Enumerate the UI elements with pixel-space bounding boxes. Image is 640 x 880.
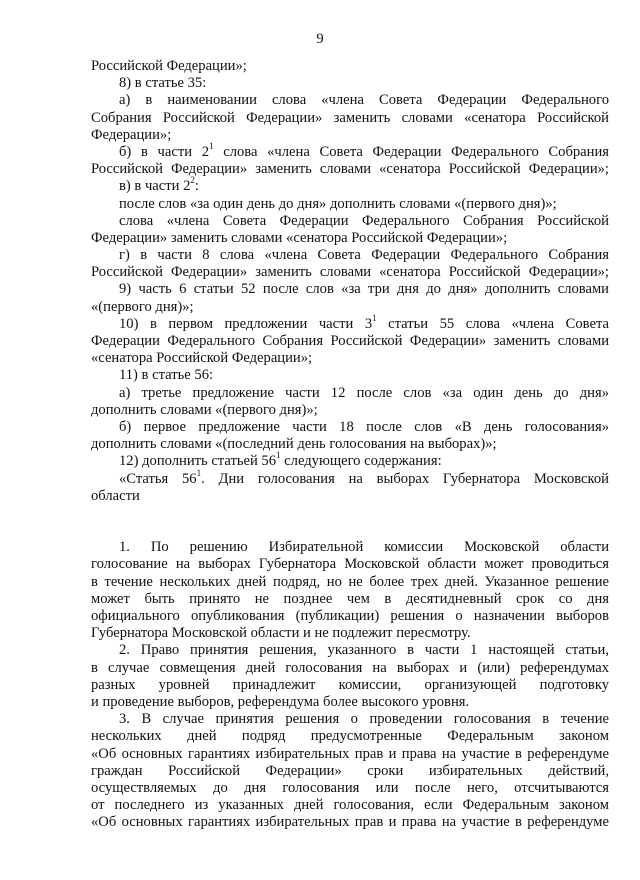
text-line: 8) в статье 35: bbox=[119, 75, 207, 92]
text-line: голосование на выборах Губернатора Московской области может проводиться bbox=[91, 556, 609, 573]
text-line: б) в части $2^1$ слова «члена Совета Федерации Федерального Собрания bbox=[119, 141, 609, 160]
text-line: «сенатора Российской Федерации»; bbox=[91, 350, 313, 367]
text-line: 11) в статье 56: bbox=[119, 367, 214, 384]
text-line: официального опубликования (публикации) решения о назначении выборов bbox=[91, 608, 609, 624]
text-line: Федерации»; bbox=[91, 126, 172, 143]
text-line: 1. По решению Избирательной комиссии Московской области bbox=[119, 539, 609, 556]
text-line: слова «члена Совета Федерации Федерального Собрания Российской bbox=[119, 212, 609, 229]
text-line: б) первое предложение части 18 после слов «В день голосования» bbox=[119, 418, 609, 435]
text-line: нескольких дней подряд предусмотренные Федеральным законом bbox=[91, 728, 609, 745]
text-line: 10) в первом предложении части $3^1$ статьи 55 слова «члена Совета bbox=[119, 312, 609, 332]
text-line: «Об основных гарантиях избирательных прав и права на участие в референдуме bbox=[91, 814, 609, 831]
text-line: «Статья $56^1$. Дни голосования на выборах Губернатора Московской bbox=[119, 467, 609, 487]
text-line: 3. В случае принятия решения о проведении голосования в течение bbox=[119, 711, 609, 728]
text-line: Российской Федерации» заменить словами «сенатора Российской Федерации»; bbox=[91, 264, 609, 281]
text-line: дополнить словами «(первого дня)»; bbox=[91, 401, 318, 418]
text-line: граждан Российской Федерации» сроки избирательных действий, bbox=[91, 762, 609, 779]
document-body bbox=[91, 58, 609, 831]
text-line: 12) дополнить статьей $56^1$ следующего содержания: bbox=[119, 450, 442, 470]
text-line: может быть принято не позднее чем в десятидневный срок со дня bbox=[91, 590, 609, 607]
text-line: 2. Право принятия решения, указанного в части 1 настоящей статьи, bbox=[119, 642, 609, 659]
text-line: в случае совмещения дней голосования на выборах и (или) референдумах bbox=[91, 659, 609, 676]
text-line: Российской Федерации»; bbox=[91, 58, 247, 74]
text-line: Российской Федерации» заменить словами «сенатора Российской Федерации»; bbox=[91, 161, 609, 178]
text-line: «(первого дня)»; bbox=[91, 298, 194, 315]
text-line: а) третье предложение части 12 после слов «за один день до дня» bbox=[119, 384, 609, 401]
text-line: «Об основных гарантиях избирательных прав и права на участие в референдуме bbox=[91, 745, 609, 762]
text-line: дополнить словами «(последний день голосования на выборах)»; bbox=[91, 436, 497, 453]
text-line: Собрания Российской Федерации» заменить словами «сенатора Российской bbox=[91, 109, 609, 126]
text-line: от последнего из указанных дней голосования, если Федеральным законом bbox=[91, 797, 609, 814]
text-line: осуществляемых до дня голосования или после него, отсчитываются bbox=[91, 779, 609, 796]
text-line: 9) часть 6 статьи 52 после слов «за три дня до дня» дополнить словами bbox=[119, 281, 609, 298]
text-line: в течение нескольких дней подряд, но не более трех дней. Указанное решение bbox=[91, 573, 609, 590]
text-line: г) в части 8 слова «члена Совета Федерации Федерального Собрания bbox=[119, 247, 609, 264]
text-line: Губернатора Московской области и не подлежит пересмотру. bbox=[91, 625, 471, 642]
text-line: в) в части $2^2$: bbox=[119, 175, 199, 195]
text-line: а) в наименовании слова «члена Совета Федерации Федерального bbox=[119, 92, 609, 109]
blank-line bbox=[91, 505, 609, 522]
text-line: области bbox=[91, 487, 140, 504]
text-line: Федерации» заменить словами «сенатора Российской Федерации»; bbox=[91, 229, 508, 246]
text-line: Федерации Федерального Собрания Российской Федерации» заменить словами bbox=[91, 333, 609, 349]
text-line: разных уровней принадлежит комиссии, организующей подготовку bbox=[91, 676, 609, 693]
text-line: после слов «за один день до дня» дополнить словами «(первого дня)»; bbox=[119, 195, 557, 212]
blank-line bbox=[91, 522, 609, 539]
text-line: и проведение выборов, референдума более высокого уровня. bbox=[91, 693, 470, 710]
page-number: 9 bbox=[316, 31, 324, 47]
